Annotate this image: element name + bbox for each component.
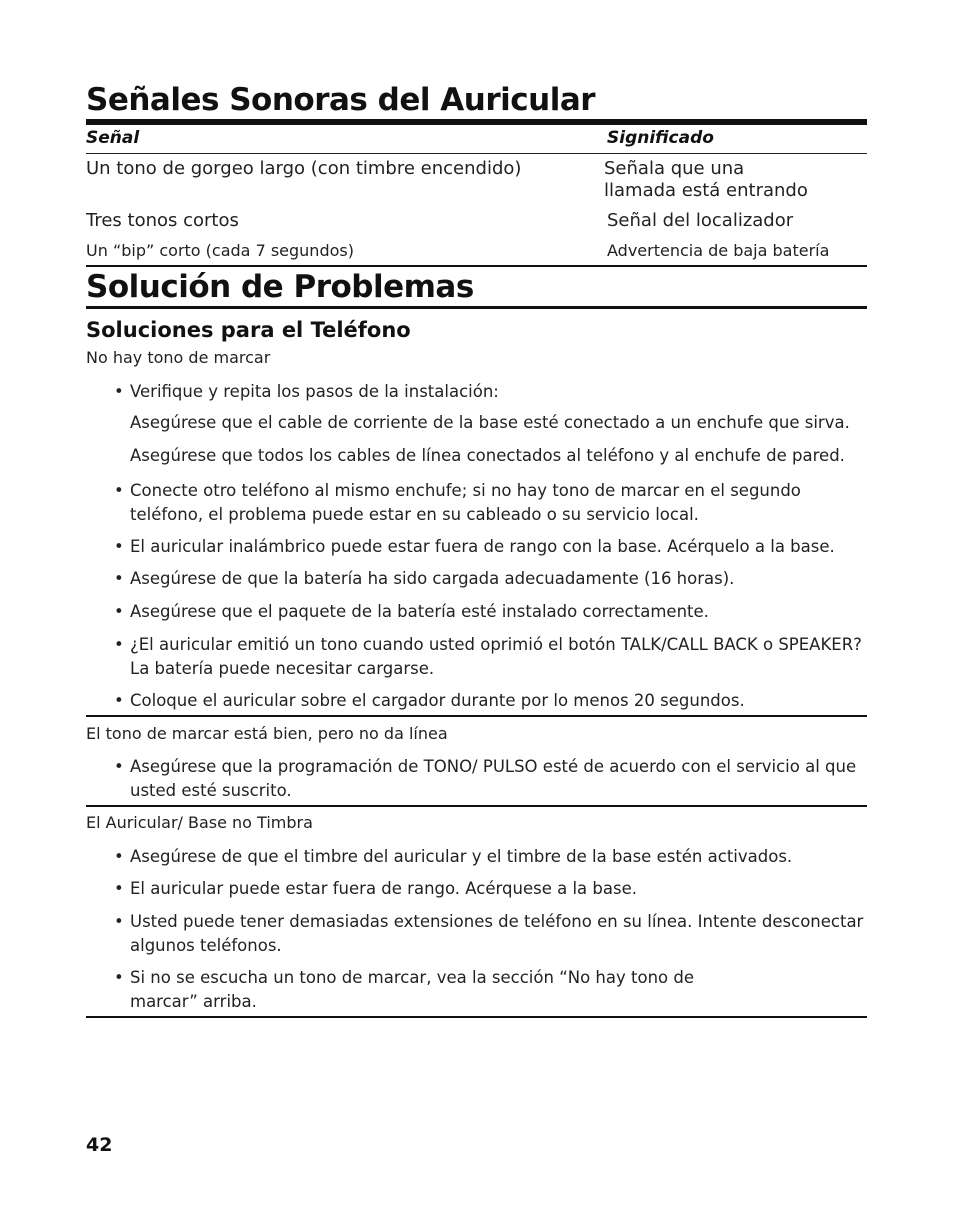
meaning-row-1-line-2: llamada está entrando — [604, 180, 808, 201]
meaning-row-1-line-1: Señala que una — [604, 158, 745, 179]
title-rule — [86, 119, 867, 125]
col-header-signal: Señal — [86, 128, 140, 148]
section-divider — [86, 805, 867, 807]
sub-note: Asegúrese que todos los cables de línea conectados al teléfono y al enchufe de pared. — [130, 446, 845, 465]
col-header-meaning: Significado — [607, 128, 714, 148]
meaning-row-3: Advertencia de baja batería — [607, 241, 830, 260]
troubleshooting-title: Solución de Problemas — [86, 269, 474, 305]
problem-heading-no-ring: El Auricular/ Base no Timbra — [86, 813, 313, 832]
phone-solutions-subtitle: Soluciones para el Teléfono — [86, 318, 411, 342]
bullet-icon: • — [114, 691, 124, 710]
header-rule — [86, 153, 867, 154]
sub-note: Asegúrese que el cable de corriente de la base esté conectado a un enchufe que sirva. — [130, 413, 850, 432]
bullet-icon: • — [114, 879, 124, 898]
table-bottom-rule — [86, 265, 867, 267]
bullet-icon: • — [114, 757, 124, 776]
bullet-icon: • — [114, 968, 124, 987]
section-divider — [86, 1016, 867, 1018]
signals-title: Señales Sonoras del Auricular — [86, 82, 596, 118]
page-number: 42 — [86, 1134, 113, 1156]
problem-heading-no-line: El tono de marcar está bien, pero no da línea — [86, 724, 448, 743]
bullet-icon: • — [114, 847, 124, 866]
bullet-icon: • — [114, 912, 124, 931]
signal-row-3: Un “bip” corto (cada 7 segundos) — [86, 241, 354, 260]
troubleshooting-rule — [86, 306, 867, 309]
bullet-icon: • — [114, 537, 124, 556]
problem-heading-no-dial-tone: No hay tono de marcar — [86, 348, 271, 367]
bullet-icon: • — [114, 602, 124, 621]
bullet-icon: • — [114, 635, 124, 654]
bullet-icon: • — [114, 481, 124, 500]
bullet-icon: • — [114, 569, 124, 588]
section-divider — [86, 715, 867, 717]
signal-row-1: Un tono de gorgeo largo (con timbre encendido) — [86, 158, 522, 179]
signal-row-2: Tres tonos cortos — [86, 210, 239, 231]
bullet-icon: • — [114, 382, 124, 401]
meaning-row-2: Señal del localizador — [607, 210, 794, 231]
